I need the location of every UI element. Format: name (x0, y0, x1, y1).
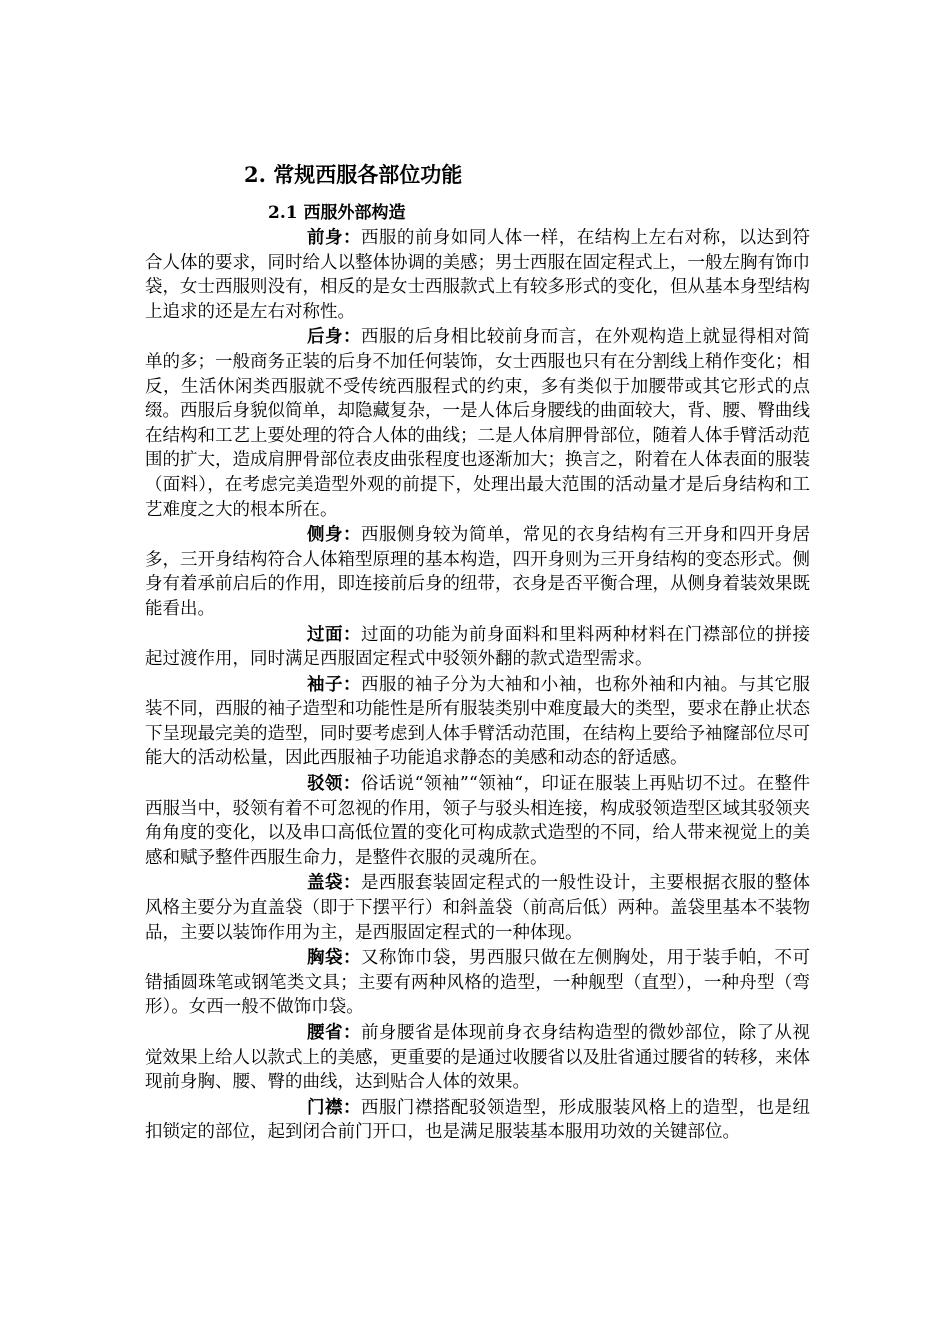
paragraph-sleeve (145, 673, 810, 771)
paragraph-facing (145, 623, 810, 672)
paragraph-text: 西服门襟搭配驳领造型，形成服装风格上的造型，也是纽扣锁定的部位，起到闭合前门开口，也是满足服装基本服用功效的关键部位。 (145, 1097, 811, 1143)
paragraph-text: 过面的功能为前身面料和里料两种材料在门襟部位的拼接起过渡作用，同时满足西服固定程式中驳领外翻的款式造型需求。 (145, 624, 811, 670)
term-label: 后身： (307, 327, 361, 348)
paragraph-text: 西服侧身较为简单，常见的衣身结构有三开身和四开身居多，三开身结构符合人体箱型原理的基本构造，四开身则为三开身结构的变态形式。侧身有着承前启后的作用，即连接前后身的纽带，衣身是否平衡合理，从侧身着装效果既能看出。 (145, 525, 811, 619)
term-label: 侧身： (307, 525, 361, 546)
term-label: 前身： (307, 228, 361, 248)
paragraph-placket (145, 1096, 810, 1145)
term-label: 过面： (307, 624, 361, 645)
paragraph-front (145, 226, 810, 324)
paragraph-text: 前身腰省是体现前身衣身结构造型的微妙部位，除了从视觉效果上给人以款式上的美感，更重要的是通过收腰省以及肚省通过腰省的转移，来体现前身胸、腰、臀的曲线，达到贴合人体的效果。 (145, 1023, 811, 1093)
paragraph-chest-pocket (145, 946, 810, 1020)
paragraph-side (145, 523, 810, 621)
term-label: 胸袋： (307, 948, 361, 969)
paragraph-waist-dart (145, 1021, 810, 1095)
term-label: 腰省： (307, 1023, 361, 1043)
paragraph-text: 西服的后身相比较前身而言，在外观构造上就显得相对简单的多；一般商务正装的后身不加任何装饰，女士西服也只有在分割线上稍作变化；相反，生活休闲类西服就不受传统西服程式的约束，多有类似于加腰带或其它形式的点缀。西服后身貌似简单，却隐藏复杂，一是人体后身腰线的曲面较大，背、腰、臀曲线在结构和工艺上要处理的符合人体的曲线；二是人体肩胛骨部位，随着人体手臂活动范围的扩大，造成肩胛骨部位表皮曲张程度也逐渐加大；换言之，附着在人体表面的服装（面料），在考虑完美造型外观的前提下，处理出最大范围的活动量才是后身结构和工艺难度之大的根本所在。 (145, 327, 811, 520)
paragraph-text: 俗话说“领袖”“领袖“，印证在服装上再贴切不过。在整件西服当中，驳领有着不可忽视的作用，领子与驳头相连接，构成驳领造型区域其驳领夹角角度的变化，以及串口高低位置的变化可构成款式造型的不同，给人带来视觉上的美感和赋予整件西服生命力，是整件衣服的灵魂所在。 (145, 774, 810, 868)
term-label: 门襟： (307, 1097, 361, 1118)
paragraph-text: 又称饰巾袋，男西服只做在左侧胸处，用于装手帕，不可错插圆珠笔或钢笔类文具；主要有两种风格的造型，一种舰型（直型），一种舟型（弯形）。女西一般不做饰巾袋。 (145, 948, 811, 1018)
paragraph-text: 西服的袖子分为大袖和小袖，也称外袖和内袖。与其它服装不同，西服的袖子造型和功能性是所有服装类别中难度最大的类型，要求在静止状态下呈现最完美的造型，同时要考虑到人体手臂活动范围，在结构上要给予袖窿部位尽可能大的活动松量，因此西服袖子功能追求静态的美感和动态的舒适感。 (145, 674, 811, 769)
document-body (145, 226, 810, 1146)
subsection-heading: 2.1 西服外部构造 (268, 203, 406, 223)
paragraph-text: 西服的前身如同人体一样，在结构上左右对称，以达到符合人体的要求，同时给人以整体协调的美感；男士西服在固定程式上，一般左胸有饰巾袋，女士西服则没有，相反的是女士西服款式上有较多形式的变化，但从基本身型结构上追求的还是左右对称性。 (145, 228, 811, 322)
paragraph-lapel (145, 772, 810, 870)
paragraph-text: 是西服套装固定程式的一般性设计，主要根据衣服的整体风格主要分为直盖袋（即于下摆平行）和斜盖袋（前高后低）两种。盖袋里基本不装物品，主要以装饰作用为主，是西服固定程式的一种体现。 (145, 873, 811, 943)
paragraph-back (145, 325, 810, 522)
section-heading: 2. 常规西服各部位功能 (244, 162, 463, 187)
term-label: 盖袋： (307, 873, 361, 894)
term-label: 袖子： (307, 674, 361, 695)
term-label: 驳领： (307, 774, 361, 795)
paragraph-flap-pocket (145, 871, 810, 945)
